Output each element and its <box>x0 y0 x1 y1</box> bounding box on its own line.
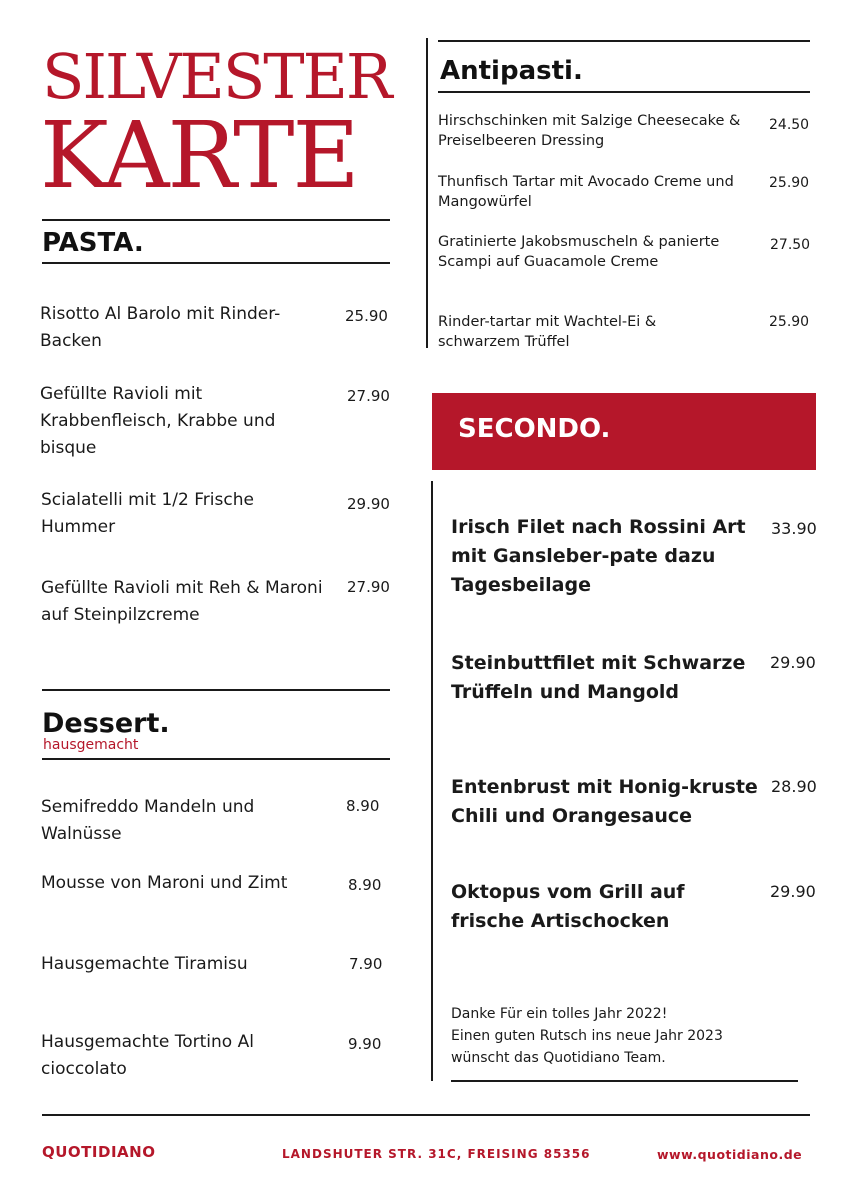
pasta-item-name: Gefüllte Ravioli mit Krabbenfleisch, Krabbe und bisque <box>40 384 276 458</box>
secondo-heading: SECONDO. <box>458 414 611 444</box>
menu-title-line1: SILVESTER <box>42 40 391 113</box>
pasta-item-price: 27.90 <box>347 387 390 405</box>
dessert-item-price: 8.90 <box>348 876 382 894</box>
closing-note-rule <box>451 1080 798 1082</box>
antipasti-vertical-rule <box>426 38 428 348</box>
dessert-rule-bottom <box>42 758 390 760</box>
antipasti-item-name: Thunfisch Tartar mit Avocado Creme und Mangowürfel <box>438 174 734 210</box>
antipasti-item-name: Hirschschinken mit Salzige Cheesecake & Preiselbeeren Dressing <box>438 113 741 149</box>
footer-brand: QUOTIDIANO <box>42 1143 156 1161</box>
dessert-item-name: Hausgemachte Tortino Al cioccolato <box>41 1032 254 1079</box>
secondo-item-name: Oktopus vom Grill auf frische Artischocken <box>451 881 685 932</box>
pasta-heading: PASTA. <box>42 228 144 258</box>
footer-address: LANDSHUTER STR. 31C, FREISING 85356 <box>282 1147 591 1161</box>
pasta-item-price: 29.90 <box>347 495 390 513</box>
secondo-item-name: Entenbrust mit Honig-kruste Chili und Orangesauce <box>451 776 758 827</box>
dessert-subheading: hausgemacht <box>43 737 139 753</box>
pasta-item-name: Scialatelli mit 1/2 Frische Hummer <box>41 490 254 537</box>
dessert-item-name: Semifreddo Mandeln und Walnüsse <box>41 797 255 844</box>
dessert-item-name: Mousse von Maroni und Zimt <box>41 873 288 893</box>
closing-note-line: Danke Für ein tolles Jahr 2022! <box>451 1006 668 1022</box>
closing-note-line: wünscht das Quotidiano Team. <box>451 1050 666 1066</box>
menu-title-line2: KARTE <box>40 102 358 209</box>
closing-note <box>451 1003 723 1069</box>
dessert-rule-top <box>42 689 390 691</box>
antipasti-rule-top <box>438 40 810 42</box>
dessert-item-price: 8.90 <box>346 797 380 815</box>
footer-rule <box>42 1114 810 1116</box>
dessert-item-price: 7.90 <box>349 955 383 973</box>
secondo-item-price: 29.90 <box>770 653 816 672</box>
antipasti-heading: Antipasti. <box>440 56 583 86</box>
pasta-item-price: 27.90 <box>347 578 390 596</box>
secondo-item-name: Irisch Filet nach Rossini Art mit Gansleber-pate dazu Tagesbeilage <box>451 516 746 596</box>
antipasti-item-name: Gratinierte Jakobsmuscheln & panierte Scampi auf Guacamole Creme <box>438 234 720 270</box>
pasta-rule-top <box>42 219 390 221</box>
secondo-vertical-rule <box>431 481 433 1081</box>
secondo-item-price: 33.90 <box>771 519 817 538</box>
closing-note-line: Einen guten Rutsch ins neue Jahr 2023 <box>451 1028 723 1044</box>
secondo-item-price: 29.90 <box>770 882 816 901</box>
antipasti-item-price: 25.90 <box>769 175 810 191</box>
antipasti-item-name: Rinder-tartar mit Wachtel-Ei & schwarzem Trüffel <box>438 314 657 350</box>
footer-website[interactable]: www.quotidiano.de <box>657 1147 803 1162</box>
pasta-item-price: 25.90 <box>345 307 388 325</box>
antipasti-item-price: 24.50 <box>769 117 810 133</box>
dessert-item-name: Hausgemachte Tiramisu <box>41 954 248 974</box>
pasta-item-name: Gefüllte Ravioli mit Reh & Maroni auf Steinpilzcreme <box>41 578 323 625</box>
antipasti-item-price: 27.50 <box>770 237 811 253</box>
dessert-item-price: 9.90 <box>348 1035 382 1053</box>
antipasti-rule-bottom <box>438 91 810 93</box>
pasta-rule-bottom <box>42 262 390 264</box>
secondo-item-price: 28.90 <box>771 777 817 796</box>
antipasti-item-price: 25.90 <box>769 314 810 330</box>
dessert-heading: Dessert. <box>42 708 170 739</box>
secondo-item-name: Steinbuttfilet mit Schwarze Trüffeln und Mangold <box>451 652 746 703</box>
pasta-item-name: Risotto Al Barolo mit Rinder-Backen <box>40 304 281 351</box>
